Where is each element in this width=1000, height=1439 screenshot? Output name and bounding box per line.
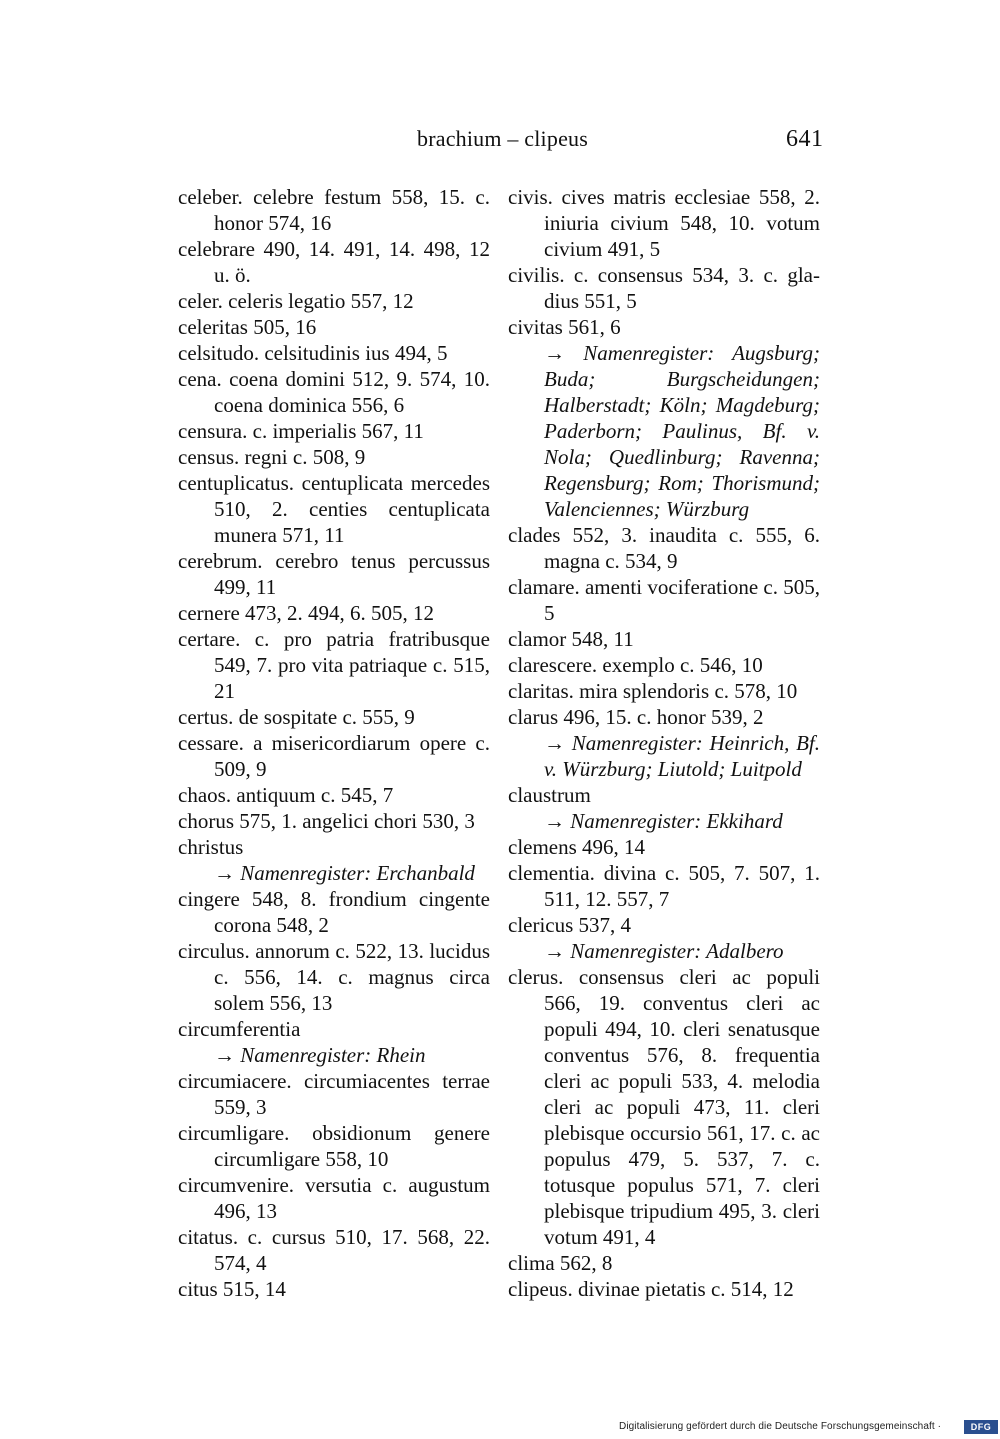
index-entry: claritas. mira splendoris c. 578, 10	[508, 679, 798, 703]
index-entry: chorus 575, 1. angelici chori 530, 3	[178, 809, 475, 833]
index-entry: clamor 548, 11	[508, 627, 634, 651]
index-entry: cernere 473, 2. 494, 6. 505, 12	[178, 601, 435, 625]
cross-reference: → Namenregister: Heinrich, Bf. v. Würzburg; Liutold; Luitpold	[544, 731, 820, 781]
index-entry: clamare. amenti vociferatione c. 505, 5	[508, 575, 820, 625]
cross-reference: → Namenregister: Adalbero	[544, 939, 784, 963]
index-entry: clericus 537, 4	[508, 913, 632, 937]
index-entry: centuplicatus. centuplicata mercedes 510, 2. centies centuplicata munera 571, 11	[178, 471, 490, 547]
cross-reference: → Namenregister: Erchanbald	[214, 861, 475, 885]
index-entry: clarus 496, 15. c. honor 539, 2	[508, 705, 764, 729]
index-entry: circumferentia	[178, 1017, 301, 1041]
index-column-left	[178, 184, 490, 1302]
index-entry: circumiacere. circumiacentes terrae 559, 3	[178, 1069, 490, 1119]
index-entry: census. regni c. 508, 9	[178, 445, 366, 469]
index-entry: cessare. a misericordiarum opere c. 509, 9	[178, 731, 490, 781]
page-number: 641	[786, 126, 824, 152]
index-entry: citatus. c. cursus 510, 17. 568, 22. 574, 4	[178, 1225, 490, 1275]
cross-reference: → Namenregister: Augsburg; Buda; Burgscheidungen; Halberstadt; Köln; Magdeburg; Paderborn; Paulinus, Bf. v. Nola; Quedlinburg; Ravenna; Regensburg; Rom; Thorismund; Valenciennes; Würzburg	[544, 341, 820, 521]
funding-note: Digitalisierung gefördert durch die Deutsche Forschungsgemeinschaft ·	[619, 1421, 942, 1432]
index-entry: certare. c. pro patria fratribusque 549, 7. pro vita patriaque c. 515, 21	[178, 627, 490, 703]
index-entry: celsitudo. celsitudinis ius 494, 5	[178, 341, 448, 365]
index-entry: claustrum	[508, 783, 591, 807]
index-entry: clades 552, 3. inaudita c. 555, 6. magna c. 534, 9	[508, 523, 820, 573]
index-column-right	[508, 184, 820, 1302]
index-entry: celebrare 490, 14. 491, 14. 498, 12 u. ö.	[178, 237, 490, 287]
running-head: brachium – clipeus	[417, 126, 588, 151]
index-entry: civilis. c. consensus 534, 3. c. gladius 551, 5	[508, 263, 820, 313]
index-entry: censura. c. imperialis 567, 11	[178, 419, 424, 443]
index-entry: clemens 496, 14	[508, 835, 646, 859]
index-entry: celer. celeris legatio 557, 12	[178, 289, 414, 313]
index-entry: clima 562, 8	[508, 1251, 613, 1275]
index-entry: christus	[178, 835, 244, 859]
index-entry: cena. coena domini 512, 9. 574, 10. coena dominica 556, 6	[178, 367, 490, 417]
index-entry: circumligare. obsidionum genere circumligare 558, 10	[178, 1121, 490, 1171]
index-entry: cerebrum. cerebro tenus percussus 499, 11	[178, 549, 490, 599]
digitization-footer	[619, 1420, 999, 1436]
cross-reference: → Namenregister: Ekkihard	[544, 809, 783, 833]
index-entry: clarescere. exemplo c. 546, 10	[508, 653, 763, 677]
cross-reference: → Namenregister: Rhein	[214, 1043, 426, 1067]
index-entry: clipeus. divinae pietatis c. 514, 12	[508, 1277, 794, 1301]
index-entry: circumvenire. versutia c. augustum 496, 13	[178, 1173, 490, 1223]
index-entry: clerus. consensus cleri ac populi 566, 19. conventus cleri ac populi 494, 10. cleri senatusque conventus 576, 8. frequentia cleri ac populi 533, 4. melodia cleri ac populi 473, 11. cleri plebisque occursio 561, 17. c. ac populus 479, 5. 537, 7. c. totusque populus 571, 7. cleri plebisque tripudium 495, 3. cleri votum 491, 4	[508, 965, 820, 1249]
dfg-logo: DFG	[964, 1420, 998, 1434]
index-entry: civitas 561, 6	[508, 315, 621, 339]
index-entry: certus. de sospitate c. 555, 9	[178, 705, 415, 729]
index-entry: celeber. celebre festum 558, 15. c. honor 574, 16	[178, 185, 490, 235]
index-entry: circulus. annorum c. 522, 13. lucidus c. 556, 14. c. magnus circa solem 556, 13	[178, 939, 490, 1015]
index-entry: clementia. divina c. 505, 7. 507, 1. 511, 12. 557, 7	[508, 861, 820, 911]
index-entry: citus 515, 14	[178, 1277, 286, 1301]
index-entry: civis. cives matris ecclesiae 558, 2. iniuria civium 548, 10. votum civium 491, 5	[508, 185, 820, 261]
index-entry: celeritas 505, 16	[178, 315, 317, 339]
index-entry: cingere 548, 8. frondium cingente corona 548, 2	[178, 887, 490, 937]
page-header	[0, 124, 1000, 164]
index-entry: chaos. antiquum c. 545, 7	[178, 783, 394, 807]
